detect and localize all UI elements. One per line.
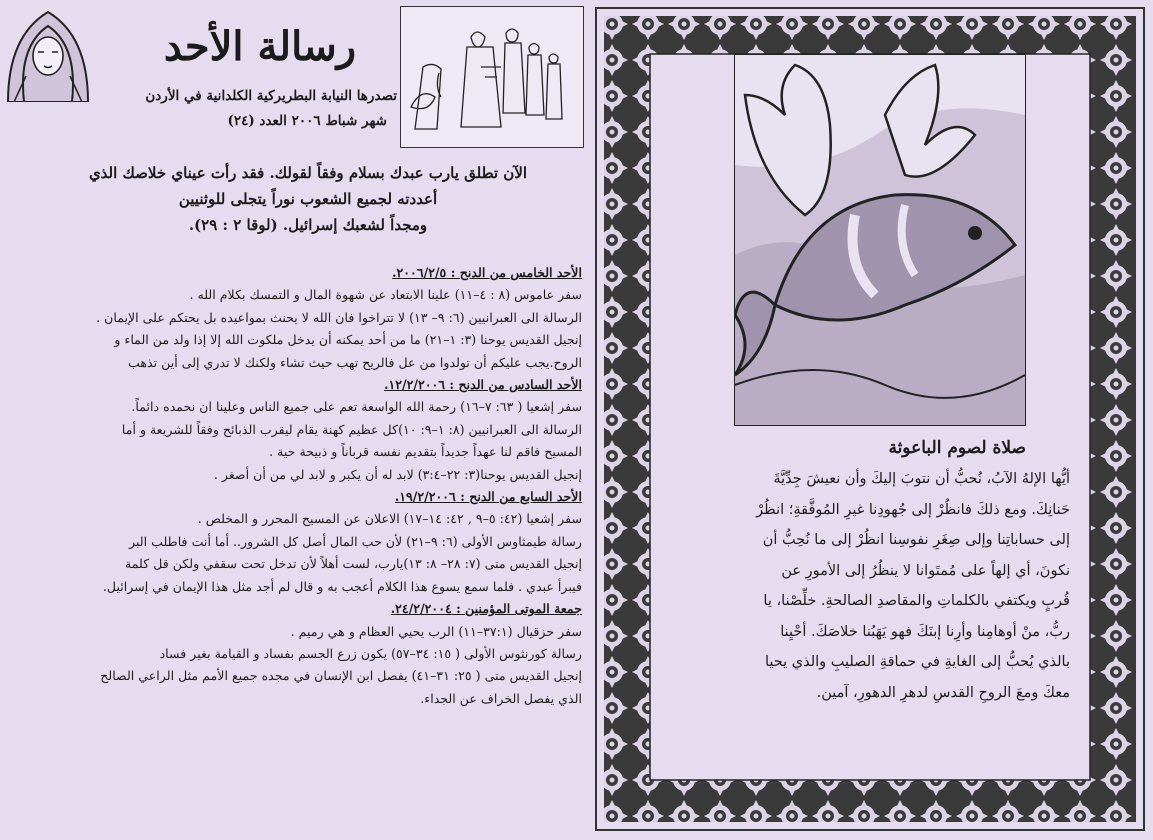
- reading-line: المسيح فاقم لنا عهداً جديداً بتقديم نفسه قرباناً و ذبيحة حية .: [269, 444, 582, 460]
- reading-line: إنجيل القديس متى ( ٢٥: ٣١–٤١) يفصل ابن الإنسان في مجده جميع الأمم مثل الراعي الصالح: [100, 668, 582, 684]
- verse-line-1: الآن تطلق يارب عبدك بسلام وفقاً لقولك. فقد رأت عيناي خلاصك الذي: [88, 164, 528, 182]
- reading-date-heading: الأحد السادس من الدنح : ١٢/٢/٢٠٠٦.: [384, 377, 582, 393]
- newsletter-title: رسالة الأحد: [163, 23, 357, 70]
- reading-line: الرسالة الى العبرانيين (٨: ١–٩: ١٠)كل عظيم كهنة يقام ليقرب الذبائح وفقاً للشريعة و أما: [121, 421, 582, 437]
- readings-list: [2, 262, 582, 710]
- verse-line-3: ومجداً لشعبك إسرائيل. (لوقا ٢ : ٢٩).: [188, 216, 428, 234]
- prayer-title: صلاة لصوم الباعوثة: [888, 438, 1026, 458]
- reading-line: إنجيل القديس يوحنا(٣: ٢٢–٣:٤) لابد له أن يكبر و لابد لي من أن أصغر .: [213, 466, 582, 482]
- right-column: [594, 6, 1146, 832]
- verse-line-2: أعددته لجميع الشعوب نوراً يتجلى للوثنيين: [178, 190, 438, 208]
- presentation-in-temple-illustration: [400, 6, 584, 148]
- reading-line: رسالة كورنثوس الأولى ( ١٥: ٣٤–٥٧) يكون زرع الجسم بفساد و القيامة بغير فساد: [159, 645, 582, 661]
- prayer-line: بالذي يُحبُّ إلى الغايةِ في حماقةِ الصليبِ والذي يحيا: [764, 654, 1070, 670]
- publisher-line: تصدرها النيابة البطريركية الكلدانية في الأردن: [145, 88, 397, 104]
- prayer-line: أيُّها الإلهُ الآبُ، نُحبُّ أن نتوبَ إليكَ وأن نعيشَ جِدِّيَّةَ: [773, 471, 1070, 487]
- prayer-line: إلى حساباتِنا وإلى صِغَرِ نفوسِنا انظُرْ إلى ما نُحِبُّ أن: [762, 532, 1070, 548]
- issue-line: شهر شباط ٢٠٠٦ العدد (٢٤): [227, 113, 387, 129]
- fish-and-hands-illustration: [734, 54, 1026, 426]
- prayer-line: حَنانِكَ. ومع ذلكَ فانظُرْ إلى جُهودِنا غيرِ المُوفَّقةِ؛ انظُرْ: [756, 501, 1070, 518]
- reading-line: سفر إشعيا (٤٢: ٥–٩ , ٤٢: ١٤–١٧) الاعلان عن المسيح المحرر و المخلص .: [197, 511, 582, 527]
- reading-line: الذي يفصل الخراف عن الجداء.: [420, 690, 582, 706]
- prayer-line: نكونَ، أي إلهاً على مُمتَوانا لا ينظُرُ إلى الأمورِ عن: [781, 562, 1070, 579]
- reading-line: الروح.يجب عليكم أن تولدوا من عل فالريح تهب حيث تشاء ولكنك لا تدري إلى أين تذهب: [127, 354, 582, 370]
- prayer-text: [670, 464, 1070, 708]
- prayer-line: ربُّ، منْ أوهامِنا وأرِنا إبنَكَ فهو يَهَبُنا خلاصَكَ. أحْيِنا: [780, 623, 1070, 640]
- reading-line: رسالة طيمثاوس الأولى (٦: ٩–٢١) لأن حب المال أصل كل الشرور.. أما أنت فاطلب البر: [129, 533, 582, 549]
- reading-date-heading: الأحد السابع من الدنح : ١٩/٢/٢٠٠٦.: [394, 489, 582, 505]
- reading-date-heading: الأحد الخامس من الدنح : ٢٠٠٦/٢/٥.: [392, 265, 582, 280]
- reading-line: الرسالة الى العبرانيين (٦: ٩– ١٣) لا تتراخوا فان الله لا يحنث بمواعيده بل يحتكم على الإيمان .: [96, 309, 582, 325]
- nun-portrait-icon: [4, 6, 92, 102]
- reading-line: سفر إشعيا ( ٦٣: ٧–١٦) رحمة الله الواسعة تعم على جميع الناس وعلينا ان نحمده دائماً.: [131, 399, 582, 415]
- reading-line: سفر عاموس (٨ : ٤–١١) علينا الابتعاد عن شهوة المال و التمسك بكلام الله .: [189, 287, 582, 303]
- reading-line: فيبرأ عبدي . فلما سمع يسوع هذا الكلام أعجب به و قال لم أجد مثل هذا الإيمان في إسرائيل.: [102, 578, 582, 594]
- prayer-line: قُربٍ ويكتفي بالكلماتِ والمقاصدِ الصالحةِ. خلِّصْنا، يا: [763, 593, 1070, 609]
- reading-line: إنجيل القديس يوحنا (٣: ١–٢١) ما من أحد يمكنه أن يدخل ملكوت الله إلا إذا ولد من الماء و: [114, 332, 582, 348]
- reading-line: إنجيل القديس متى (٧: ٢٨– ٨: ١٣)يارب، لست أهلاً لأن تدخل تحت سقفي ولكن قل كلمة: [125, 556, 582, 572]
- reading-line: سفر حزقيال (٣٧:١–١١) الرب يحيي العظام و هي رميم .: [290, 623, 582, 639]
- gospel-verse: [38, 160, 578, 238]
- prayer-line: معكَ ومعَ الروحِ القدسِ لدهرِ الدهورِ، آمين.: [816, 684, 1070, 701]
- reading-date-heading: جمعة الموتى المؤمنين : ٢٤/٢/٢٠٠٤.: [390, 601, 582, 617]
